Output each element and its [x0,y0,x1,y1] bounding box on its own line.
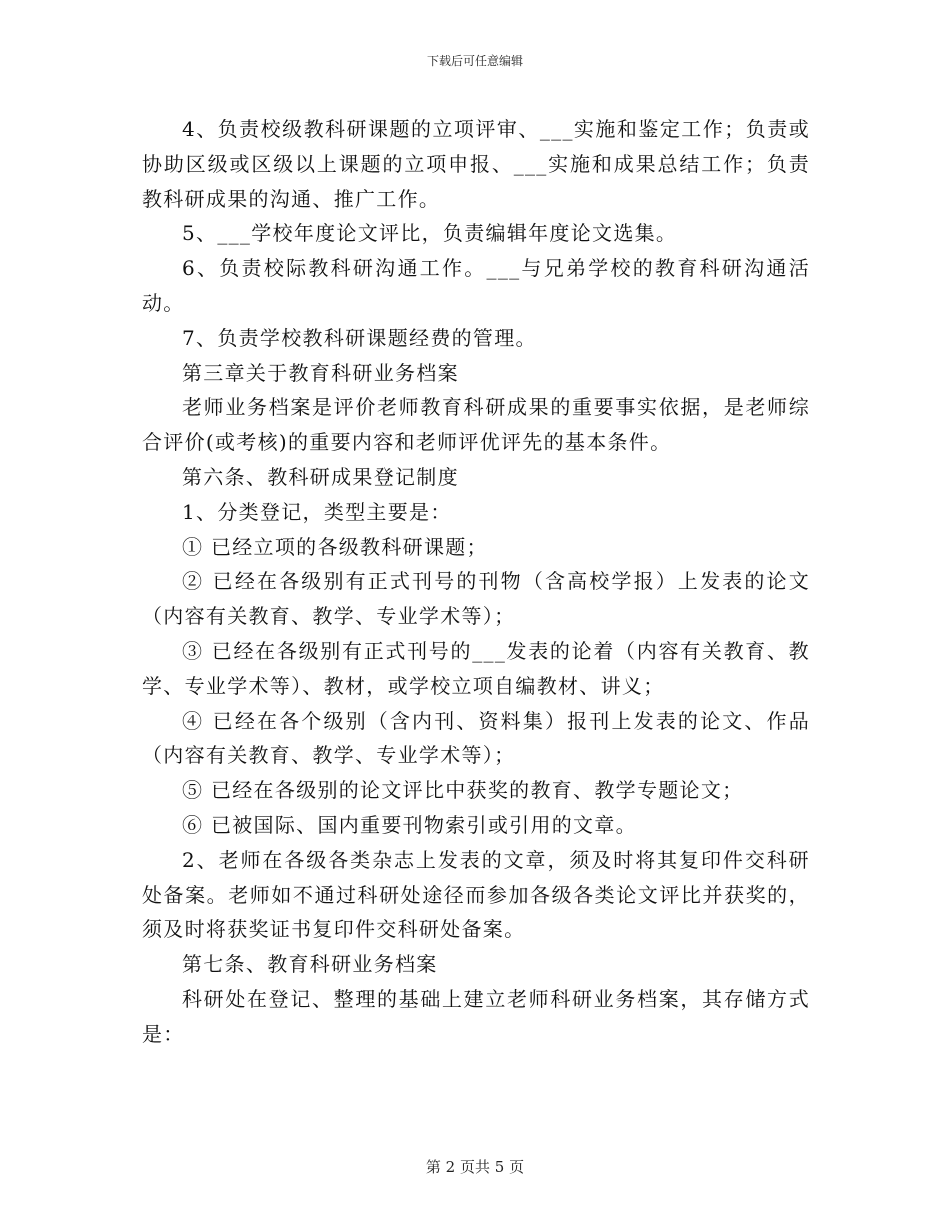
article-heading-6: 第六条、教科研成果登记制度 [182,464,459,489]
paragraph-duty-7: 7、负责学校教科研课题经费的管理。 [182,325,537,350]
paragraph-archive-intro: 老师业务档案是评价老师教育科研成果的重要事实依据，是老师综合评价(或考核)的重要内容和老师评优评先的基本条件。 [142,395,810,455]
list-item-2: ② 已经在各级别有正式刊号的刊物（含高校学报）上发表的论文（内容有关教育、教学、专业学术等）； [142,569,810,629]
page-footer: 第 2 页共 5 页 [425,1158,525,1176]
paragraph-duty-6: 6、负责校际教科研沟通工作。___与兄弟学校的教育科研沟通活动。 [142,256,810,315]
list-item-5: ⑤ 已经在各级别的论文评比中获奖的教育、教学专题论文； [182,778,744,803]
document-body [142,112,810,1052]
page-header: 下载后可任意编辑 [426,54,523,68]
chapter-heading: 第三章关于教育科研业务档案 [182,360,459,385]
paragraph-duty-4: 4、负责校级教科研课题的立项评审、___实施和鉴定工作；负责或协助区级或区级以上课题的立项申报、___实施和成果总结工作；负责教科研成果的沟通、推广工作。 [142,117,810,211]
paragraph-classification: 1、分类登记，类型主要是： [182,499,452,524]
list-item-4: ④ 已经在各个级别（含内刊、资料集）报刊上发表的论文、作品（内容有关教育、教学、专业学术等）； [142,708,810,768]
paragraph-duty-5: 5、___学校年度论文评比，负责编辑年度论文选集。 [182,221,678,246]
article-heading-7: 第七条、教育科研业务档案 [182,952,438,977]
paragraph-filing: 2、老师在各级各类杂志上发表的文章，须及时将其复印件交科研处备案。老师如不通过科研处途径而参加各级各类论文评比并获奖的，须及时将获奖证书复印件交科研处备案。 [142,847,810,942]
paragraph-storage: 科研处在登记、整理的基础上建立老师科研业务档案，其存储方式是： [142,986,810,1046]
list-item-3: ③ 已经在各级别有正式刊号的___发表的论着（内容有关教育、教学、专业学术等）、教材，或学校立项自编教材、讲义； [142,638,810,698]
list-item-6: ⑥ 已被国际、国内重要刊物索引或引用的文章。 [182,812,637,837]
list-item-1: ① 已经立项的各级教科研课题； [182,534,488,559]
